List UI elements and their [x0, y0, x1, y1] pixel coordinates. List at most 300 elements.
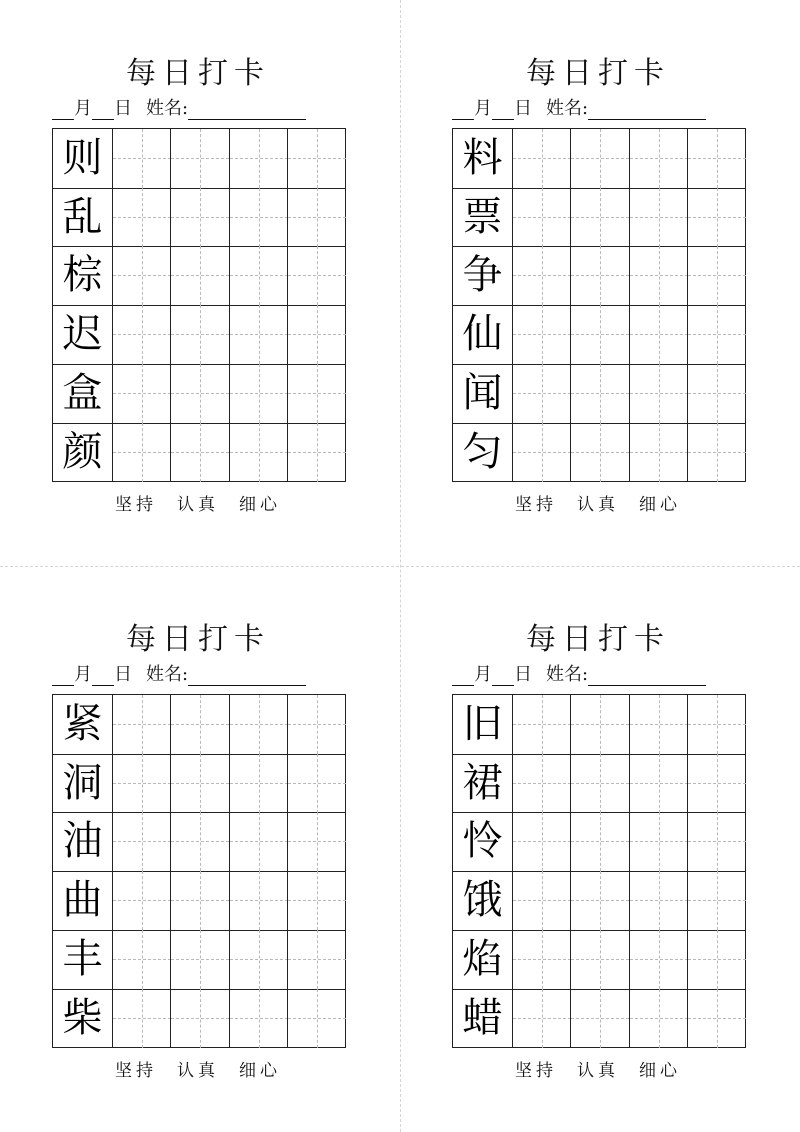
day-blank[interactable]: [92, 99, 114, 120]
guide-line-vertical: [200, 246, 201, 305]
month-label: 月: [74, 98, 92, 119]
practice-cell[interactable]: [112, 305, 171, 364]
card-title: 每日打卡: [526, 622, 670, 657]
practice-cell[interactable]: [512, 423, 571, 482]
guide-line-vertical: [600, 129, 601, 188]
model-char-cell: [453, 246, 512, 305]
guide-line-vertical: [542, 695, 543, 754]
guide-line-vertical: [542, 989, 543, 1048]
model-character: 颜: [62, 428, 103, 475]
month-blank[interactable]: [452, 99, 474, 120]
model-character: 饿: [462, 877, 503, 924]
practice-cell[interactable]: [112, 871, 171, 930]
practice-card: [38, 566, 358, 1081]
practice-cell[interactable]: [687, 695, 746, 754]
card-title: 每日打卡: [526, 56, 670, 91]
model-character: 则: [62, 135, 103, 181]
guide-line-vertical: [542, 423, 543, 482]
model-char-cell: [453, 930, 512, 989]
practice-cell[interactable]: [629, 364, 688, 423]
practice-card: [38, 0, 358, 515]
writing-grid: [452, 128, 746, 482]
model-character: 丰: [62, 935, 103, 982]
practice-cell[interactable]: [570, 364, 629, 423]
practice-cell[interactable]: [287, 930, 346, 989]
model-character: 柴: [62, 994, 103, 1041]
guide-line-vertical: [200, 930, 201, 989]
model-character: 乱: [62, 193, 103, 240]
practice-cell[interactable]: [687, 754, 746, 813]
guide-line-vertical: [542, 812, 543, 871]
practice-cell[interactable]: [229, 871, 288, 930]
practice-cell[interactable]: [112, 812, 171, 871]
practice-cell[interactable]: [687, 188, 746, 247]
practice-cell[interactable]: [170, 246, 229, 305]
practice-cell[interactable]: [512, 871, 571, 930]
practice-cell[interactable]: [287, 871, 346, 930]
guide-line-vertical: [659, 754, 660, 813]
model-char-cell: [53, 423, 112, 482]
motto-word: 细心: [239, 1061, 281, 1081]
guide-line-vertical: [259, 930, 260, 989]
guide-line-vertical: [600, 871, 601, 930]
practice-cell[interactable]: [570, 812, 629, 871]
grid-row: [53, 305, 345, 364]
guide-line-vertical: [717, 930, 718, 989]
month-blank[interactable]: [52, 665, 74, 686]
practice-cell[interactable]: [629, 305, 688, 364]
practice-cell[interactable]: [170, 364, 229, 423]
practice-cell[interactable]: [229, 695, 288, 754]
guide-line-vertical: [717, 812, 718, 871]
guide-line-vertical: [600, 364, 601, 423]
grid-row: [53, 871, 345, 930]
motto: [38, 1056, 358, 1081]
model-char-cell: [453, 989, 512, 1048]
guide-line-vertical: [659, 423, 660, 482]
practice-cell[interactable]: [170, 305, 229, 364]
practice-cell[interactable]: [687, 812, 746, 871]
practice-cell[interactable]: [287, 695, 346, 754]
practice-cell[interactable]: [170, 423, 229, 482]
practice-cell[interactable]: [170, 695, 229, 754]
practice-cell[interactable]: [170, 129, 229, 188]
practice-cell[interactable]: [229, 246, 288, 305]
guide-line-vertical: [259, 754, 260, 813]
guide-line-vertical: [717, 754, 718, 813]
guide-line-vertical: [259, 305, 260, 364]
grid-row: [453, 364, 745, 423]
model-char-cell: [53, 754, 112, 813]
practice-cell[interactable]: [170, 871, 229, 930]
guide-line-vertical: [542, 754, 543, 813]
model-char-cell: [453, 364, 512, 423]
model-char-cell: [453, 695, 512, 754]
practice-cell[interactable]: [629, 246, 688, 305]
practice-cell[interactable]: [570, 188, 629, 247]
practice-cell[interactable]: [687, 246, 746, 305]
name-blank[interactable]: [588, 665, 706, 686]
motto-word: 认真: [577, 1061, 619, 1081]
practice-cell[interactable]: [287, 129, 346, 188]
guide-line-vertical: [142, 423, 143, 482]
model-character: 裙: [462, 759, 503, 806]
guide-line-vertical: [600, 423, 601, 482]
motto-word: 细心: [639, 495, 681, 515]
model-character: 闻: [462, 369, 503, 416]
model-char-cell: [453, 423, 512, 482]
card-title: 每日打卡: [126, 56, 270, 91]
model-char-cell: [53, 812, 112, 871]
grid-row: [453, 695, 745, 754]
practice-cell[interactable]: [629, 871, 688, 930]
date-name-line: [52, 662, 346, 686]
practice-cell[interactable]: [229, 305, 288, 364]
practice-cell[interactable]: [229, 989, 288, 1048]
guide-line-vertical: [317, 754, 318, 813]
guide-line-vertical: [542, 871, 543, 930]
guide-line-vertical: [200, 364, 201, 423]
date-name-line: [52, 96, 346, 120]
practice-cell[interactable]: [570, 871, 629, 930]
grid-row: [453, 754, 745, 813]
name-label: 姓名:: [146, 664, 189, 685]
model-char-cell: [453, 129, 512, 188]
guide-line-vertical: [200, 754, 201, 813]
motto: [438, 1056, 758, 1081]
guide-line-vertical: [142, 989, 143, 1048]
practice-cell[interactable]: [170, 188, 229, 247]
practice-cell[interactable]: [112, 423, 171, 482]
month-label: 月: [474, 664, 492, 685]
day-blank[interactable]: [92, 665, 114, 686]
motto-word: 坚持: [515, 1061, 557, 1081]
guide-line-vertical: [317, 305, 318, 364]
grid-row: [53, 754, 345, 813]
practice-cell[interactable]: [512, 305, 571, 364]
guide-line-vertical: [717, 305, 718, 364]
practice-cell[interactable]: [570, 246, 629, 305]
guide-line-vertical: [659, 305, 660, 364]
practice-cell[interactable]: [287, 989, 346, 1048]
practice-cell[interactable]: [687, 129, 746, 188]
practice-cell[interactable]: [512, 188, 571, 247]
model-character: 焰: [462, 935, 503, 982]
model-char-cell: [453, 754, 512, 813]
practice-cell[interactable]: [287, 754, 346, 813]
name-blank[interactable]: [188, 665, 306, 686]
grid-row: [53, 246, 345, 305]
practice-cell[interactable]: [170, 930, 229, 989]
practice-cell[interactable]: [287, 305, 346, 364]
day-label: 日: [114, 664, 132, 685]
grid-row: [453, 246, 745, 305]
practice-cell[interactable]: [229, 812, 288, 871]
model-character: 蜡: [462, 994, 503, 1041]
practice-cell[interactable]: [229, 754, 288, 813]
practice-cell[interactable]: [112, 989, 171, 1048]
guide-line-vertical: [659, 989, 660, 1048]
name-blank[interactable]: [588, 99, 706, 120]
name-blank[interactable]: [188, 99, 306, 120]
guide-line-vertical: [259, 188, 260, 247]
model-character: 料: [462, 135, 503, 181]
date-name-line: [452, 662, 746, 686]
practice-cell[interactable]: [229, 129, 288, 188]
model-char-cell: [453, 188, 512, 247]
practice-cell[interactable]: [229, 423, 288, 482]
guide-line-vertical: [142, 871, 143, 930]
practice-cell[interactable]: [287, 246, 346, 305]
grid-row: [453, 129, 745, 188]
practice-cell[interactable]: [229, 188, 288, 247]
guide-line-vertical: [200, 129, 201, 188]
model-character: 棕: [62, 252, 103, 299]
motto-word: 认真: [177, 1061, 219, 1081]
guide-line-vertical: [259, 423, 260, 482]
practice-cell[interactable]: [112, 364, 171, 423]
practice-cell[interactable]: [512, 364, 571, 423]
motto-word: 坚持: [115, 495, 157, 515]
guide-line-vertical: [659, 364, 660, 423]
practice-cell[interactable]: [512, 246, 571, 305]
practice-cell[interactable]: [570, 305, 629, 364]
practice-cell[interactable]: [570, 129, 629, 188]
guide-line-vertical: [259, 129, 260, 188]
model-character: 洞: [62, 759, 103, 806]
guide-line-vertical: [600, 812, 601, 871]
guide-line-vertical: [600, 989, 601, 1048]
guide-line-vertical: [600, 246, 601, 305]
guide-line-vertical: [317, 188, 318, 247]
practice-cell[interactable]: [112, 188, 171, 247]
guide-line-vertical: [317, 989, 318, 1048]
grid-row: [53, 930, 345, 989]
grid-row: [453, 305, 745, 364]
practice-cell[interactable]: [170, 812, 229, 871]
guide-line-vertical: [717, 423, 718, 482]
practice-cell[interactable]: [112, 754, 171, 813]
day-label: 日: [514, 98, 532, 119]
guide-line-vertical: [142, 305, 143, 364]
motto-word: 坚持: [515, 495, 557, 515]
practice-cell[interactable]: [570, 695, 629, 754]
guide-line-vertical: [717, 871, 718, 930]
grid-row: [53, 188, 345, 247]
guide-line-vertical: [259, 246, 260, 305]
guide-line-vertical: [317, 423, 318, 482]
month-blank[interactable]: [52, 99, 74, 120]
practice-cell[interactable]: [629, 129, 688, 188]
model-character: 匀: [462, 428, 503, 475]
guide-line-vertical: [317, 695, 318, 754]
guide-line-vertical: [317, 129, 318, 188]
model-character: 紧: [62, 701, 103, 747]
model-character: 仙: [462, 311, 503, 358]
motto-word: 认真: [177, 495, 219, 515]
month-label: 月: [74, 664, 92, 685]
guide-line-vertical: [659, 930, 660, 989]
guide-line-vertical: [142, 188, 143, 247]
guide-line-vertical: [717, 364, 718, 423]
guide-line-vertical: [659, 812, 660, 871]
month-label: 月: [474, 98, 492, 119]
guide-line-vertical: [142, 754, 143, 813]
practice-cell[interactable]: [229, 930, 288, 989]
model-char-cell: [453, 871, 512, 930]
guide-line-vertical: [142, 129, 143, 188]
guide-line-vertical: [200, 695, 201, 754]
practice-cell[interactable]: [287, 423, 346, 482]
grid-row: [53, 989, 345, 1048]
practice-cell[interactable]: [112, 695, 171, 754]
guide-line-vertical: [317, 246, 318, 305]
practice-cell[interactable]: [687, 364, 746, 423]
grid-row: [453, 188, 745, 247]
practice-cell[interactable]: [687, 423, 746, 482]
grid-row: [453, 423, 745, 482]
practice-cell[interactable]: [687, 871, 746, 930]
guide-line-vertical: [717, 989, 718, 1048]
name-label: 姓名:: [146, 98, 189, 119]
practice-cell[interactable]: [287, 812, 346, 871]
practice-cell[interactable]: [512, 695, 571, 754]
guide-line-vertical: [317, 364, 318, 423]
practice-cell[interactable]: [570, 754, 629, 813]
model-char-cell: [53, 305, 112, 364]
guide-line-vertical: [259, 812, 260, 871]
card-title: 每日打卡: [126, 622, 270, 657]
day-label: 日: [514, 664, 532, 685]
practice-cell[interactable]: [687, 305, 746, 364]
practice-cell[interactable]: [570, 423, 629, 482]
grid-row: [53, 364, 345, 423]
guide-line-vertical: [200, 188, 201, 247]
guide-line-vertical: [542, 246, 543, 305]
guide-line-vertical: [200, 305, 201, 364]
motto: [438, 490, 758, 515]
practice-cell[interactable]: [570, 989, 629, 1048]
guide-line-vertical: [142, 930, 143, 989]
guide-line-vertical: [600, 695, 601, 754]
practice-cell[interactable]: [629, 754, 688, 813]
guide-line-vertical: [200, 871, 201, 930]
practice-cell[interactable]: [287, 188, 346, 247]
guide-line-vertical: [659, 871, 660, 930]
model-character: 票: [462, 193, 503, 240]
practice-cell[interactable]: [629, 188, 688, 247]
practice-cell[interactable]: [629, 695, 688, 754]
grid-row: [53, 423, 345, 482]
grid-row: [453, 989, 745, 1048]
guide-line-vertical: [600, 305, 601, 364]
model-char-cell: [53, 989, 112, 1048]
practice-cell[interactable]: [512, 989, 571, 1048]
guide-line-vertical: [659, 246, 660, 305]
grid-row: [53, 695, 345, 754]
guide-line-vertical: [259, 364, 260, 423]
motto-word: 坚持: [115, 1061, 157, 1081]
practice-cell[interactable]: [112, 930, 171, 989]
day-blank[interactable]: [492, 665, 514, 686]
practice-cell[interactable]: [629, 812, 688, 871]
guide-line-vertical: [659, 129, 660, 188]
practice-cell[interactable]: [512, 129, 571, 188]
guide-line-vertical: [142, 695, 143, 754]
practice-card: [438, 566, 758, 1081]
guide-line-vertical: [259, 989, 260, 1048]
practice-cell[interactable]: [170, 989, 229, 1048]
practice-cell[interactable]: [629, 930, 688, 989]
grid-row: [53, 129, 345, 188]
guide-line-vertical: [317, 930, 318, 989]
practice-cell[interactable]: [687, 989, 746, 1048]
writing-grid: [452, 694, 746, 1048]
guide-line-vertical: [142, 812, 143, 871]
motto-word: 细心: [639, 1061, 681, 1081]
guide-line-vertical: [200, 423, 201, 482]
model-char-cell: [53, 930, 112, 989]
grid-row: [453, 930, 745, 989]
day-label: 日: [114, 98, 132, 119]
practice-cell[interactable]: [687, 930, 746, 989]
guide-line-vertical: [200, 989, 201, 1048]
month-blank[interactable]: [452, 665, 474, 686]
writing-grid: [52, 694, 346, 1048]
practice-cell[interactable]: [112, 246, 171, 305]
practice-cell[interactable]: [287, 364, 346, 423]
practice-cell[interactable]: [112, 129, 171, 188]
model-char-cell: [53, 364, 112, 423]
name-label: 姓名:: [546, 664, 589, 685]
practice-cell[interactable]: [570, 930, 629, 989]
day-blank[interactable]: [492, 99, 514, 120]
model-char-cell: [53, 246, 112, 305]
practice-cell[interactable]: [170, 754, 229, 813]
model-character: 怜: [462, 818, 503, 865]
guide-line-vertical: [717, 129, 718, 188]
guide-line-vertical: [717, 246, 718, 305]
practice-cell[interactable]: [512, 812, 571, 871]
practice-cell[interactable]: [229, 364, 288, 423]
model-char-cell: [453, 305, 512, 364]
guide-line-vertical: [659, 695, 660, 754]
motto-word: 认真: [577, 495, 619, 515]
name-label: 姓名:: [546, 98, 589, 119]
guide-line-vertical: [600, 188, 601, 247]
guide-line-vertical: [717, 695, 718, 754]
model-character: 盒: [62, 369, 103, 416]
guide-line-vertical: [317, 871, 318, 930]
practice-cell[interactable]: [512, 754, 571, 813]
model-character: 曲: [62, 877, 103, 924]
practice-cell[interactable]: [629, 423, 688, 482]
guide-line-vertical: [542, 364, 543, 423]
grid-row: [53, 812, 345, 871]
guide-line-vertical: [542, 930, 543, 989]
model-character: 油: [62, 818, 103, 865]
grid-row: [453, 871, 745, 930]
guide-line-vertical: [542, 305, 543, 364]
practice-cell[interactable]: [512, 930, 571, 989]
guide-line-vertical: [600, 930, 601, 989]
practice-cell[interactable]: [629, 989, 688, 1048]
model-character: 迟: [62, 311, 103, 358]
guide-line-vertical: [717, 188, 718, 247]
grid-row: [453, 812, 745, 871]
model-character: 旧: [462, 701, 503, 747]
guide-line-vertical: [142, 364, 143, 423]
